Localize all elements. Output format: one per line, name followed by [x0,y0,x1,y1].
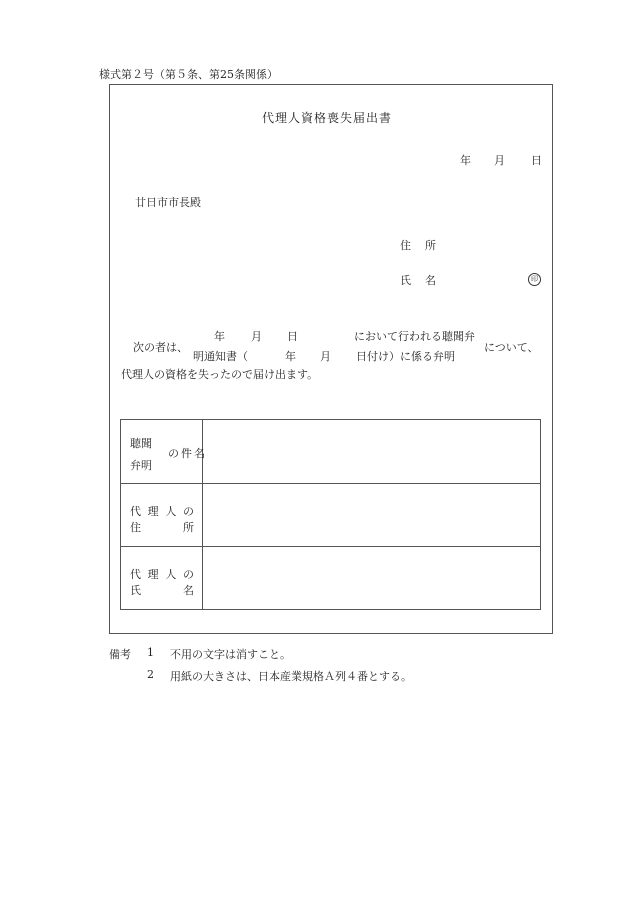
note-2-number: 2 [147,668,154,681]
addressee: 廿日市市長殿 [135,196,201,209]
label-char: 住 [130,521,141,534]
label-char: 人 [165,568,177,581]
form-number: 様式第２号（第５条、第25条関係） [99,68,278,81]
subject-label-explanation: 弁明 [130,459,152,472]
note-1-text: 不用の文字は消すこと。 [170,648,291,661]
body-lower-prefix: 明通知書（ [193,350,248,363]
table-row-subject [121,420,540,483]
label-char: 名 [183,584,194,597]
label-char: 理 [147,568,159,581]
agent-name-label [121,547,203,610]
name-label-2: 名 [425,274,436,287]
label-char: 氏 [130,584,141,597]
date-month-label: 月 [494,154,505,167]
subject-label [121,420,207,483]
body-upper-suffix: において行われる聴聞弁 [354,330,475,343]
detail-table [120,419,541,610]
agent-name-label-line2 [130,582,194,598]
subject-label-rest: の件名 [168,447,207,460]
body-upper-day: 日 [287,330,298,343]
label-char: 人 [165,505,177,518]
subject-label-hearing: 聴聞 [130,437,152,450]
label-char: 所 [183,521,194,534]
note-2-text: 用紙の大きさは、日本産業規格Ａ列４番とする。 [170,670,412,683]
body-upper-month: 月 [251,330,262,343]
agent-name-label-line1 [130,566,194,582]
body-concerning: について、 [484,341,539,354]
address-label-2: 所 [425,239,436,252]
body-lead: 次の者は、 [133,341,188,354]
note-1-number: 1 [147,646,154,659]
body-last-line: 代理人の資格を失ったので届け出ます。 [121,368,319,381]
agent-address-label-line1 [130,503,194,519]
agent-address-label [121,484,203,547]
seal-mark: 印 [528,273,541,286]
address-label-1: 住 [400,239,411,252]
label-char: 理 [147,505,159,518]
body-lower-suffix: 日付け）に係る弁明 [356,350,455,363]
date-day-label: 日 [531,154,542,167]
body-upper-year: 年 [214,330,225,343]
notes-label: 備考 [109,648,131,661]
date-year-label: 年 [460,154,471,167]
label-char: の [182,568,194,581]
body-lower-year: 年 [285,350,296,363]
table-row-agent-address [121,483,540,547]
label-char: 代 [130,568,141,581]
seal-icon [528,271,541,286]
form-title: 代理人資格喪失届出書 [262,111,393,125]
table-row-agent-name [121,546,540,610]
name-label-1: 氏 [400,274,411,287]
agent-address-label-line2 [130,519,194,535]
body-lower-month: 月 [320,350,331,363]
label-char: 代 [130,505,141,518]
label-char: の [182,505,194,518]
